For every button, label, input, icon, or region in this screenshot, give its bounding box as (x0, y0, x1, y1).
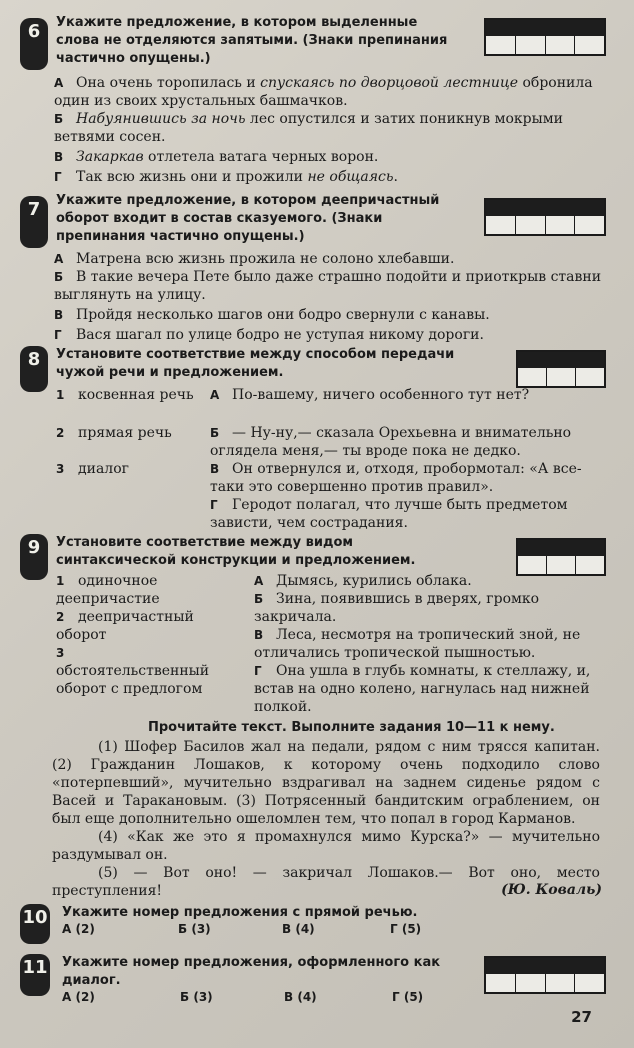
task-question: Установите соответствие между видом синтаксической конструкции и предложением. (56, 535, 416, 568)
answer-v: В (4) (284, 990, 317, 1004)
task-question: Укажите предложение, в котором выделенные слова не отделяются запятыми. (Знаки препинания частично опущены.) (56, 15, 448, 66)
task-number-badge: 11 (20, 954, 50, 996)
task-number-badge: 6 (20, 18, 48, 70)
right-item-b: Б — Ну-ну,— сказала Орехьевна и внимательно оглядела меня,— ты вроде пока не дедко. (210, 425, 572, 459)
answer-grid[interactable] (484, 18, 606, 56)
answer-grid[interactable] (516, 538, 606, 576)
task-question: Укажите номер предложения, оформленного как диалог. (62, 955, 441, 988)
left-item-2: 2 деепричастный оборот (56, 609, 194, 643)
right-item-b: Б Зина, появившись в дверях, громко закричала. (254, 591, 540, 625)
answer-g: Г (5) (390, 922, 422, 936)
task-number-badge: 9 (20, 534, 48, 580)
option-v: В Закаркав отлетела ватага черных ворон. (54, 149, 379, 165)
page-number: 27 (571, 1008, 592, 1026)
answer-b: Б (3) (178, 922, 211, 936)
right-item-g: Г Она ушла в глубь комнаты, к стеллажу, и, встав на одно колено, нагнулась над нижней полкой. (254, 663, 591, 715)
right-item-a: А По-вашему, ничего особенного тут нет? (210, 387, 530, 403)
option-a: А Матрена всю жизнь прожила не солоно хлебавши. (54, 251, 455, 267)
option-g: Г Вася шагал по улице бодро не уступая никому дороги. (54, 327, 484, 343)
option-a: А Она очень торопилась и спускаясь по дворцовой лестнице обронила один из своих хрустальных башмачков. (54, 75, 593, 109)
right-item-a: А Дымясь, курились облака. (254, 573, 472, 589)
reading-author: (Ю. Коваль) (501, 882, 602, 898)
answer-b: Б (3) (180, 990, 213, 1004)
right-item-v: В Леса, несмотря на тропический зной, не отличались тропической пышностью. (254, 627, 581, 661)
answer-v: В (4) (282, 922, 315, 936)
right-item-v: В Он отвернулся и, отходя, пробормотал: «А все-таки это совершенно против правил». (210, 461, 582, 495)
reading-paragraph-1: (1) Шофер Басилов жал на педали, рядом с ним трясся капитан. (2) Гражданин Лошаков, к которому очень подходило слово «потерпевший», мучительно вздрагивал на заднем сиденье рядом с Васей и Таракановым. (3) Потрясенный бандитским ограблением, он был еще дополнительно ошеломлен тем, что попал в город Карманов. (52, 739, 600, 827)
right-item-g: Г Геродот полагал, что лучше быть предметом зависти, чем сострадания. (210, 497, 568, 531)
option-v: В Пройдя несколько шагов они бодро свернули с канавы. (54, 307, 490, 323)
answer-grid[interactable] (484, 198, 606, 236)
task-question: Укажите предложение, в котором деепричастный оборот входит в состав сказуемого. (Знаки препинания частично опущены.) (56, 193, 440, 244)
task-number-badge: 7 (20, 196, 48, 248)
left-item-1: 1 одиночное деепричастие (56, 573, 160, 607)
option-b: Б Набуянившись за ночь лес опустился и затих поникнув мокрыми ветвями сосен. (54, 111, 563, 145)
left-item-3: 3обстоятельственный оборот с предлогом (56, 646, 210, 697)
reading-paragraph-2: (4) «Как же это я промахнулся мимо Курска?» — мучительно раздумывал он. (52, 829, 600, 863)
task-number-badge: 10 (20, 904, 50, 944)
answer-a: А (2) (62, 922, 95, 936)
option-b: Б В такие вечера Пете было даже страшно подойти и приоткрыв ставни выглянуть на улицу. (54, 269, 602, 303)
task-question: Укажите номер предложения с прямой речью. (62, 905, 418, 920)
left-item-1: 1 косвенная речь (56, 387, 194, 403)
option-g: Г Так всю жизнь они и прожили не общаясь. (54, 169, 398, 185)
task-question: Установите соответствие между способом передачи чужой речи и предложением. (56, 347, 455, 380)
answer-g: Г (5) (392, 990, 424, 1004)
task-number-badge: 8 (20, 346, 48, 392)
answer-grid[interactable] (516, 350, 606, 388)
left-item-3: 3 диалог (56, 461, 129, 477)
reading-instruction: Прочитайте текст. Выполните задания 10—11 к нему. (148, 720, 555, 735)
answer-grid[interactable] (484, 956, 606, 994)
left-item-2: 2 прямая речь (56, 425, 172, 441)
reading-paragraph-3: (5) — Вот оно! — закричал Лошаков.— Вот оно, место преступления! (52, 865, 600, 899)
answer-a: А (2) (62, 990, 95, 1004)
